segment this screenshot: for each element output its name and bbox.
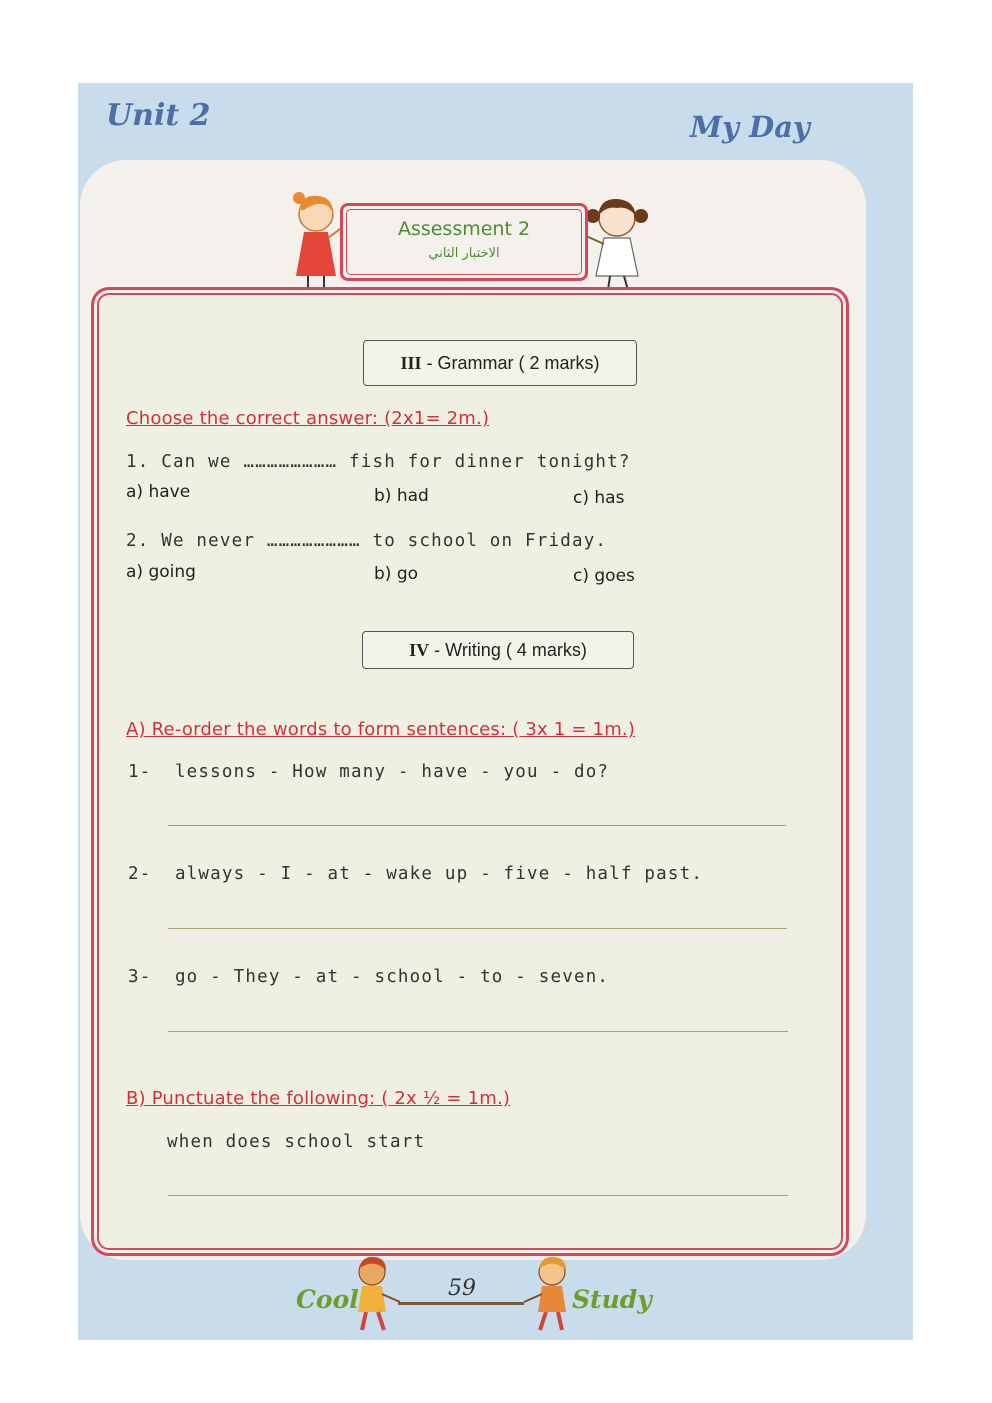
q2-option-b: b) go bbox=[374, 564, 419, 584]
grammar-section-heading bbox=[363, 340, 637, 386]
reorder-item-3: 3- go - They - at - school - to - seven. bbox=[128, 967, 610, 987]
answer-line-1[interactable] bbox=[168, 825, 786, 826]
grammar-numeral: III bbox=[400, 353, 422, 373]
q1-option-c: c) has bbox=[573, 488, 625, 508]
writing-numeral: IV bbox=[409, 640, 430, 660]
punctuate-sentence: when does school start bbox=[167, 1132, 426, 1152]
reorder-item-1: 1- lessons - How many - have - you - do? bbox=[128, 762, 610, 782]
grammar-question-2: 2. We never …………………… to school on Friday. bbox=[126, 531, 608, 551]
writing-instruction-a: A) Re-order the words to form sentences: ( 3x 1 = 1m.) bbox=[126, 719, 636, 740]
boy-right-illustration bbox=[520, 1254, 578, 1334]
assessment-title-arabic: الاختبار الثاني bbox=[428, 246, 500, 261]
answer-line-2[interactable] bbox=[168, 928, 787, 929]
q2-option-a: a) going bbox=[126, 562, 196, 582]
unit-label: Unit 2 bbox=[106, 98, 211, 133]
grammar-instruction: Choose the correct answer: (2x1= 2m.) bbox=[126, 408, 490, 429]
grammar-heading-text: - Grammar ( 2 marks) bbox=[421, 353, 600, 373]
girl-right-illustration bbox=[584, 192, 650, 292]
reorder-item-2: 2- always - I - at - wake up - five - half past. bbox=[128, 864, 704, 884]
grammar-question-1: 1. Can we …………………… fish for dinner tonight? bbox=[126, 452, 631, 472]
assessment-title: Assessment 2 bbox=[397, 218, 531, 240]
page-number: 59 bbox=[448, 1276, 476, 1301]
girl-left-illustration bbox=[288, 188, 346, 290]
q2-option-c: c) goes bbox=[573, 566, 635, 586]
q1-option-a: a) have bbox=[126, 482, 191, 502]
footer-cool: Cool bbox=[296, 1285, 359, 1314]
answer-line-3[interactable] bbox=[168, 1031, 788, 1032]
writing-heading-text: - Writing ( 4 marks) bbox=[429, 640, 587, 660]
answer-line-4[interactable] bbox=[168, 1195, 788, 1196]
assessment-title-box bbox=[340, 203, 588, 281]
writing-instruction-b: B) Punctuate the following: ( 2x ½ = 1m.) bbox=[126, 1088, 511, 1109]
rope-divider bbox=[398, 1302, 524, 1305]
q1-option-b: b) had bbox=[374, 486, 429, 506]
writing-section-heading bbox=[362, 631, 634, 669]
topic-label: My Day bbox=[690, 110, 810, 144]
footer-study: Study bbox=[572, 1285, 652, 1314]
